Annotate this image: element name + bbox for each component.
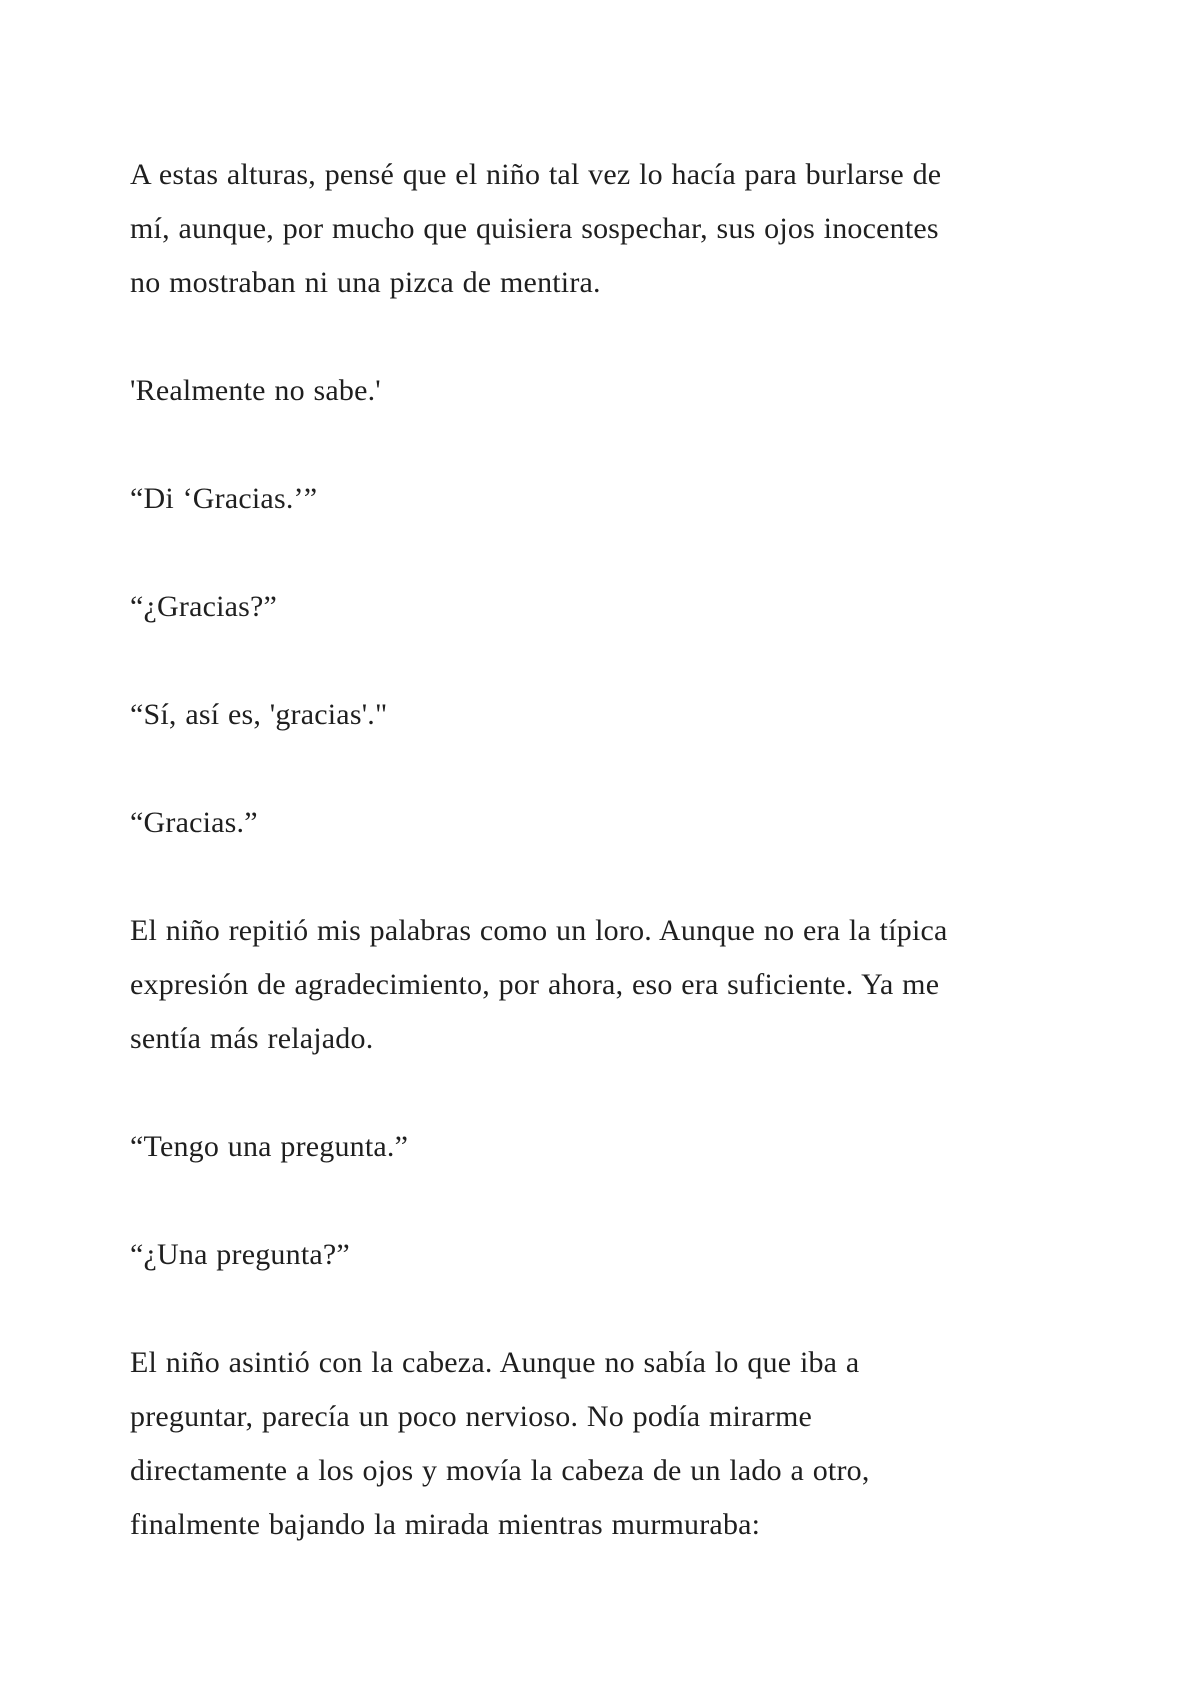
paragraph: “Sí, así es, 'gracias'." xyxy=(130,698,388,731)
paragraph: El niño asintió con la cabeza. Aunque no sabía lo que iba a preguntar, parecía un poco nervioso. No podía mirarme directamente a los ojos y movía la cabeza de un lado a otro, finalmente bajando la mirada mientras murmuraba: xyxy=(130,1346,870,1541)
paragraph: A estas alturas, pensé que el niño tal vez lo hacía para burlarse de mí, aunque, por mucho que quisiera sospechar, sus ojos inocentes no mostraban ni una pizca de mentira. xyxy=(130,158,942,299)
paragraph: “¿Gracias?” xyxy=(130,590,278,623)
paragraph: “Tengo una pregunta.” xyxy=(130,1130,409,1163)
paragraph: El niño repitió mis palabras como un loro. Aunque no era la típica expresión de agradecimiento, por ahora, eso era suficiente. Ya me sentía más relajado. xyxy=(130,914,948,1055)
paragraph: 'Realmente no sabe.' xyxy=(130,374,381,407)
paragraph: “Gracias.” xyxy=(130,806,258,839)
paragraph: “Di ‘Gracias.’” xyxy=(130,482,318,515)
document-body xyxy=(130,148,1090,1606)
paragraph: “¿Una pregunta?” xyxy=(130,1238,350,1271)
